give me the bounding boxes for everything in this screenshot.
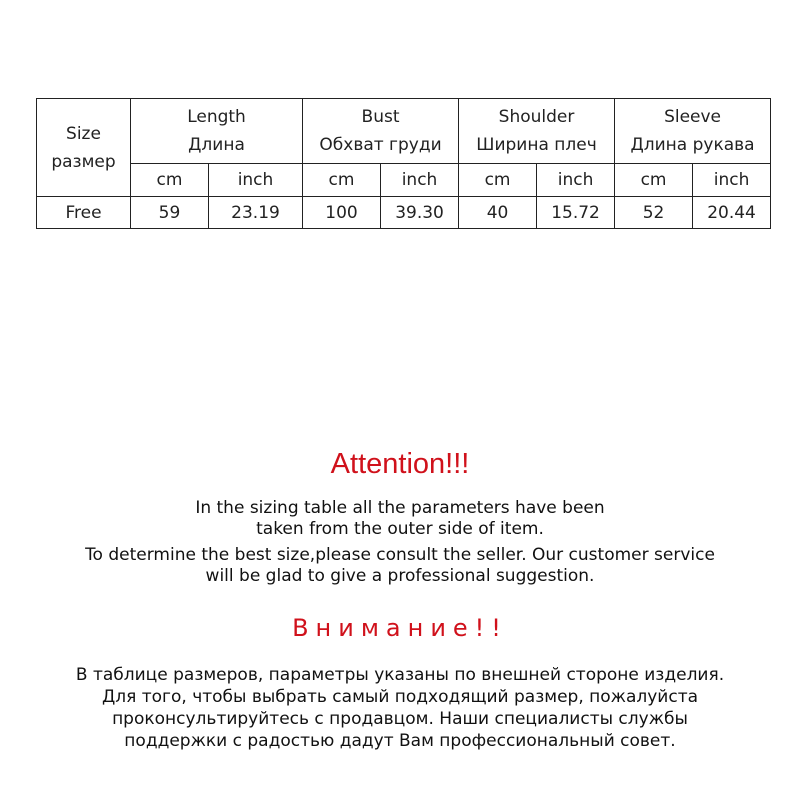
en-notice-line: taken from the outer side of item. [256,519,544,539]
ru-notice-line: В таблице размеров, параметры указаны по внешней стороне изделия. [75,665,725,685]
size-header-cell [37,99,131,197]
size-value-cell: Free [37,197,131,229]
unit-cell: cm [615,164,693,197]
length-header-cell [131,99,303,164]
value-cell: 52 [615,197,693,229]
table-header-row [37,99,771,164]
attention-title: Attention!!! [330,448,470,480]
bust-header-ru: Обхват груди [319,135,442,155]
value-cell: 100 [303,197,381,229]
en-notice-line: To determine the best size,please consult the seller. Our customer service [85,545,715,565]
value-cell: 20.44 [693,197,771,229]
value-cell: 23.19 [209,197,303,229]
length-header-en: Length [187,107,246,127]
vnimanie-title: Внимание!! [292,614,508,642]
unit-cell: inch [209,164,303,197]
table-unit-row [37,164,771,197]
ru-notice-paragraph [0,664,800,752]
table-row [37,197,771,229]
unit-cell: inch [537,164,615,197]
ru-notice-line: проконсультируйтесь с продавцом. Наши специалисты службы [112,709,688,729]
length-header-ru: Длина [188,135,245,155]
en-notice-line: In the sizing table all the parameters have been [195,498,605,518]
shoulder-header-ru: Ширина плеч [476,135,597,155]
en-notice-paragraph-1 [0,498,800,540]
ru-notice-line: поддержки с радостью дадут Вам профессиональный совет. [124,731,676,751]
size-header-ru: размер [51,151,116,172]
value-cell: 59 [131,197,209,229]
unit-cell: inch [381,164,459,197]
sleeve-header-ru: Длина рукава [630,135,755,155]
value-cell: 39.30 [381,197,459,229]
size-chart-table [36,98,771,229]
bust-header-en: Bust [361,107,400,127]
unit-cell: inch [693,164,771,197]
value-cell: 15.72 [537,197,615,229]
shoulder-header-en: Shoulder [498,107,575,127]
size-header-en: Size [66,123,101,144]
value-cell: 40 [459,197,537,229]
ru-notice-line: Для того, чтобы выбрать самый подходящий размер, пожалуйста [101,687,699,707]
shoulder-header-cell [459,99,615,164]
sleeve-header-en: Sleeve [664,107,722,127]
sleeve-header-cell [615,99,771,164]
unit-cell: cm [131,164,209,197]
bust-header-cell [303,99,459,164]
unit-cell: cm [459,164,537,197]
en-notice-paragraph-2 [0,545,800,587]
unit-cell: cm [303,164,381,197]
en-notice-line: will be glad to give a professional suggestion. [205,566,595,586]
